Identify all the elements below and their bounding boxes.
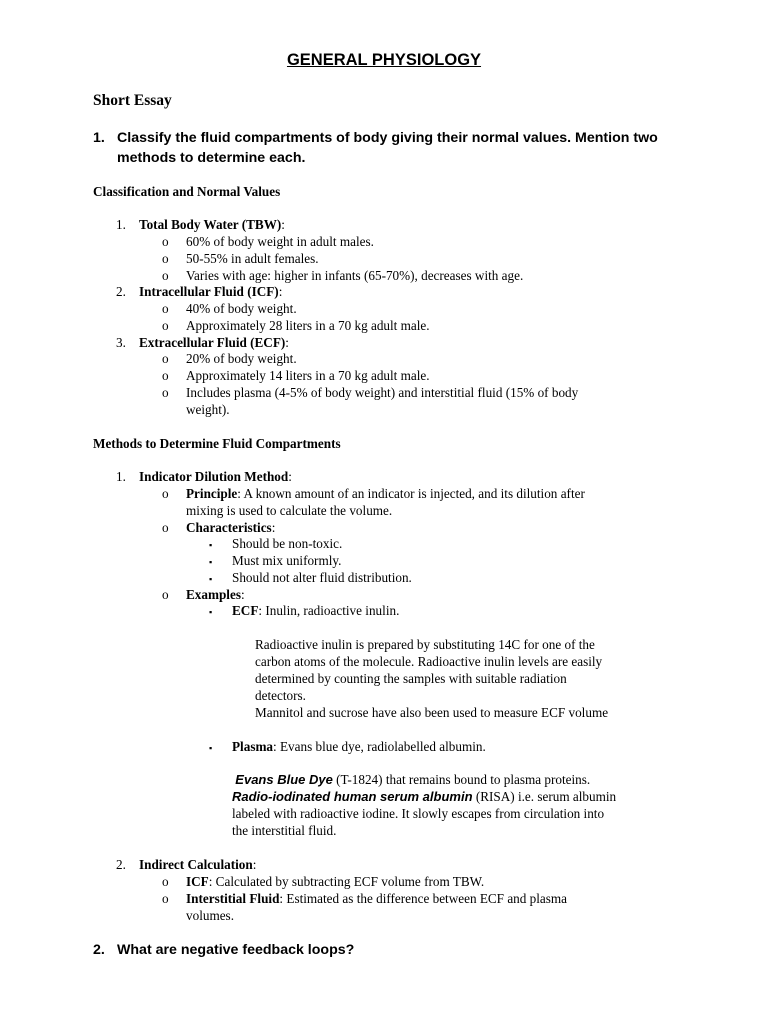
list-item: 40% of body weight. <box>186 301 297 316</box>
list-item: Varies with age: higher in infants (65-70%), decreases with age. <box>186 268 524 283</box>
evans-blue-line: Evans Blue Dye (T-1824) that remains bound to plasma proteins. <box>235 772 591 787</box>
list-number: 3. <box>116 335 126 350</box>
square-bullet: ▪ <box>209 607 213 617</box>
tbw-heading: Total Body Water (TBW): <box>139 217 285 232</box>
circle-bullet: o <box>162 351 169 366</box>
list-number: 1. <box>116 217 126 232</box>
list-item: Should not alter fluid distribution. <box>232 570 412 585</box>
principle-continuation: mixing is used to calculate the volume. <box>186 503 393 518</box>
examples-item: Examples: <box>186 587 245 602</box>
interstitial-fluid-item: Interstitial Fluid: Estimated as the difference between ECF and plasma <box>186 891 568 906</box>
list-item: Must mix uniformly. <box>232 553 342 568</box>
list-item: 20% of body weight. <box>186 351 297 366</box>
square-bullet: ▪ <box>209 557 213 567</box>
circle-bullet: o <box>162 268 169 283</box>
circle-bullet: o <box>162 587 169 602</box>
icf-heading: Intracellular Fluid (ICF): <box>139 284 283 299</box>
list-item-continuation: weight). <box>186 402 230 417</box>
question-2-number: 2. <box>93 942 105 958</box>
list-item: Should be non-toxic. <box>232 536 343 551</box>
circle-bullet: o <box>162 891 169 906</box>
list-item: Approximately 14 liters in a 70 kg adult male. <box>186 368 430 383</box>
circle-bullet: o <box>162 520 169 535</box>
list-item: 60% of body weight in adult males. <box>186 234 374 249</box>
interstitial-fluid-continuation: volumes. <box>186 908 234 923</box>
question-1-line-1: Classify the fluid compartments of body giving their normal values. Mention two <box>117 130 658 146</box>
section-label: Short Essay <box>93 92 172 109</box>
plasma-example: Plasma: Evans blue dye, radiolabelled albumin. <box>232 739 486 754</box>
circle-bullet: o <box>162 385 169 400</box>
methods-heading: Methods to Determine Fluid Compartments <box>93 436 341 451</box>
ecf-paragraph-line: detectors. <box>255 688 306 703</box>
indirect-calculation-heading: Indirect Calculation: <box>139 857 257 872</box>
ecf-paragraph-line: carbon atoms of the molecule. Radioactive inulin levels are easily <box>255 654 603 669</box>
indicator-dilution-heading: Indicator Dilution Method: <box>139 469 292 484</box>
circle-bullet: o <box>162 874 169 889</box>
circle-bullet: o <box>162 251 169 266</box>
list-item: Approximately 28 liters in a 70 kg adult male. <box>186 318 430 333</box>
risa-line: Radio-iodinated human serum albumin (RISA) i.e. serum albumin <box>232 789 617 804</box>
list-number: 2. <box>116 284 126 299</box>
square-bullet: ▪ <box>209 743 213 753</box>
circle-bullet: o <box>162 486 169 501</box>
list-number: 1. <box>116 469 126 484</box>
circle-bullet: o <box>162 234 169 249</box>
list-item: 50-55% in adult females. <box>186 251 319 266</box>
principle-item: Principle: A known amount of an indicator is injected, and its dilution after <box>186 486 585 501</box>
question-1-line-2: methods to determine each. <box>117 150 306 166</box>
list-number: 2. <box>116 857 126 872</box>
risa-line: the interstitial fluid. <box>232 823 337 838</box>
ecf-paragraph-line: determined by counting the samples with suitable radiation <box>255 671 567 686</box>
classification-heading: Classification and Normal Values <box>93 184 281 199</box>
icf-calculation-item: ICF: Calculated by subtracting ECF volume from TBW. <box>186 874 485 889</box>
ecf-paragraph-line: Mannitol and sucrose have also been used to measure ECF volume <box>255 705 609 720</box>
circle-bullet: o <box>162 301 169 316</box>
page-title: GENERAL PHYSIOLOGY <box>286 51 482 69</box>
risa-line: labeled with radioactive iodine. It slowly escapes from circulation into <box>232 806 605 821</box>
ecf-paragraph-line: Radioactive inulin is prepared by substituting 14C for one of the <box>255 637 595 652</box>
question-1-number: 1. <box>93 130 105 146</box>
characteristics-item: Characteristics: <box>186 520 276 535</box>
question-2-text: What are negative feedback loops? <box>117 942 355 958</box>
square-bullet: ▪ <box>209 540 213 550</box>
circle-bullet: o <box>162 368 169 383</box>
square-bullet: ▪ <box>209 574 213 584</box>
list-item: Includes plasma (4-5% of body weight) and interstitial fluid (15% of body <box>186 385 579 400</box>
ecf-heading: Extracellular Fluid (ECF): <box>139 335 289 350</box>
ecf-example: ECF: Inulin, radioactive inulin. <box>232 603 400 618</box>
circle-bullet: o <box>162 318 169 333</box>
